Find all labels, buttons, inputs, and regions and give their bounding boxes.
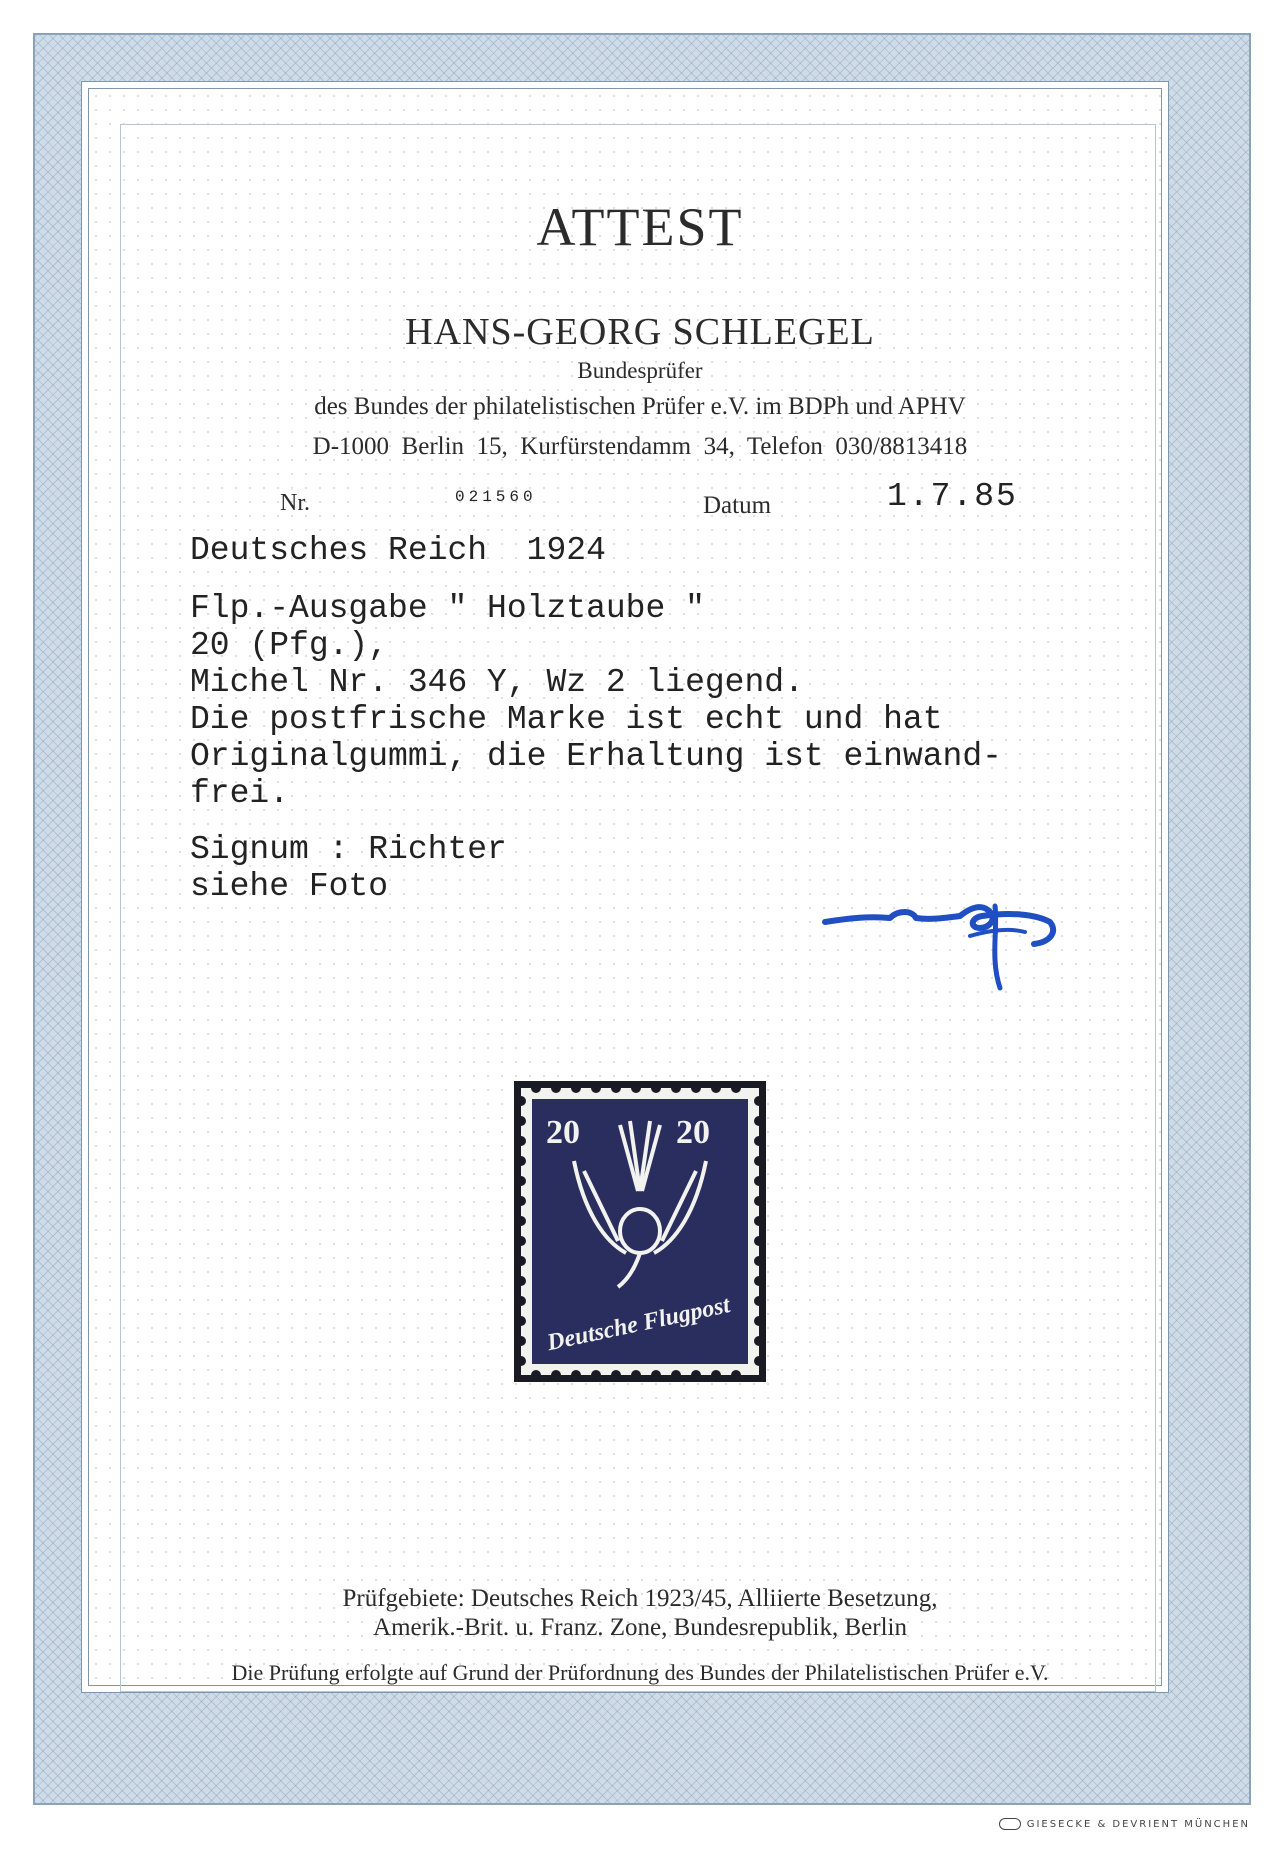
address-line: D-1000 Berlin 15, Kurfürstendamm 34, Telefon 030/8813418 [312,433,968,460]
condition-line-1: Die postfrische Marke ist echt und hat [190,701,943,738]
stamp-value: 20 (Pfg.), [190,627,389,664]
stamp-inscription: Deutsche Flugpost [544,1292,733,1357]
certificate-number: 021560 [455,488,537,506]
stamp-denomination-left: 20 [546,1114,580,1151]
printer-imprint [999,1818,1250,1830]
signum-line: Signum : Richter [190,831,507,868]
association-line: des Bundes der philatelistischen Prüfer e.V. im BDPh und APHV [314,393,966,420]
printer-logo-icon [999,1818,1021,1830]
exam-areas-line-2: Amerik.-Brit. u. Franz. Zone, Bundesrepublik, Berlin [373,1614,907,1641]
examiner-role: Bundesprüfer [577,358,703,383]
regulation-line: Die Prüfung erfolgte auf Grund der Prüfordnung des Bundes der Philatelistischen Prüfer e.V. [231,1660,1049,1685]
stamp-denomination-right: 20 [676,1114,710,1151]
condition-line-2: Originalgummi, die Erhaltung ist einwand- [190,738,1002,775]
catalog-number: Michel Nr. 346 Y, Wz 2 liegend. [190,664,804,701]
date-label: Datum [703,492,772,519]
country-year: Deutsches Reich 1924 [190,532,606,569]
number-label: Nr. [280,490,310,516]
examiner-signature [820,888,1080,998]
examiner-name: HANS-GEORG SCHLEGEL [405,311,875,353]
exam-areas-line-1: Prüfgebiete: Deutsches Reich 1923/45, Alliierte Besetzung, [342,1585,938,1612]
photo-note: siehe Foto [190,868,389,905]
printer-name: GIESECKE & DEVRIENT MÜNCHEN [1026,1818,1250,1830]
condition-line-3: frei. [190,775,290,812]
certificate-title: ATTEST [536,197,744,257]
issue-name: Flp.-Ausgabe " Holztaube " [190,590,705,627]
stamp-photo [514,1081,766,1382]
certificate-date: 1.7.85 [887,478,1018,515]
